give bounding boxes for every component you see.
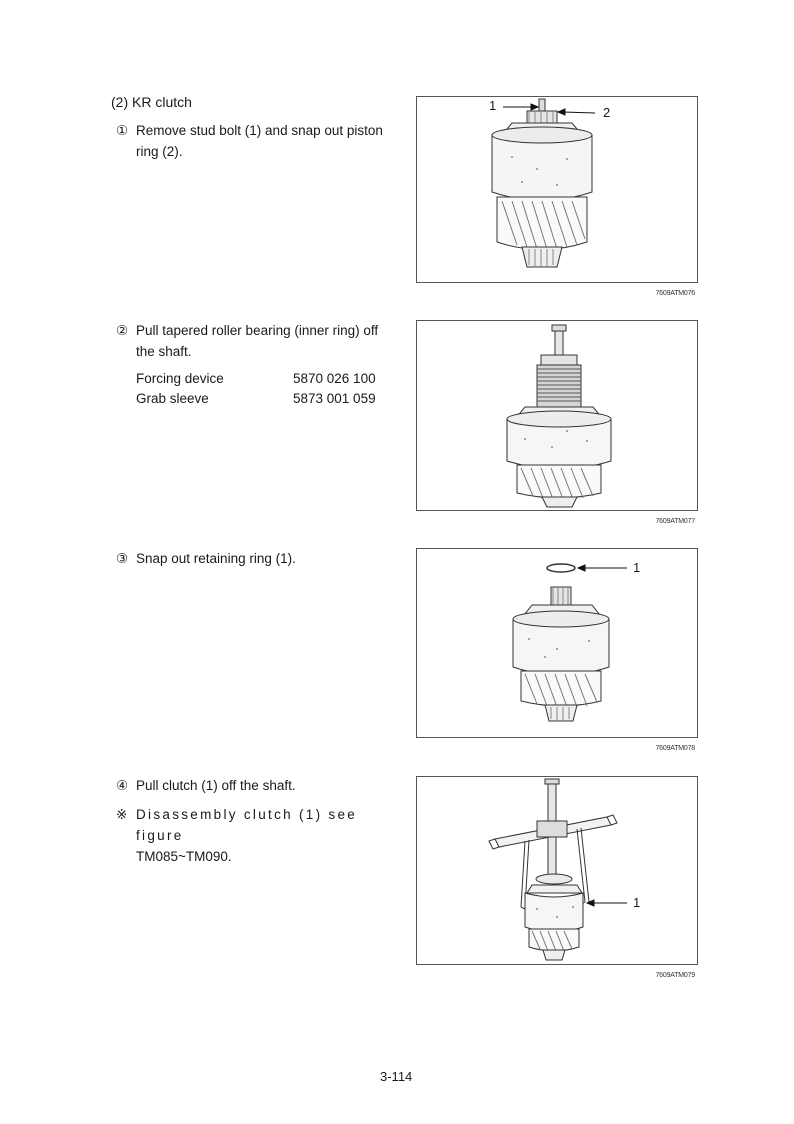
tool-list [136, 369, 396, 409]
callout-label: 2 [603, 105, 611, 120]
step-1-number: ① [116, 123, 129, 138]
tool-name: Forcing device [136, 371, 224, 386]
note-line-1: Disassembly clutch (1) see figure [136, 807, 358, 843]
step-4 [116, 775, 386, 796]
step-2 [116, 320, 386, 362]
step-2-number: ② [116, 323, 129, 338]
step-4-text: Pull clutch (1) off the shaft. [136, 778, 296, 793]
figure-code: 7609ATM076 [655, 290, 695, 297]
bearing-puller-illustration [417, 321, 697, 510]
step-3-number: ③ [116, 551, 129, 566]
callout-label: 1 [489, 98, 497, 113]
page-number: 3-114 [380, 1069, 413, 1084]
step-1-text: Remove stud bolt (1) and snap out piston ring (2). [136, 123, 383, 159]
section-heading: (2) KR clutch [111, 94, 192, 110]
reference-note [116, 804, 381, 867]
step-3 [116, 548, 386, 569]
figure-code: 7609ATM077 [655, 518, 695, 525]
callout-label: 1 [633, 560, 641, 575]
step-2-text: Pull tapered roller bearing (inner ring) off the shaft. [136, 323, 379, 359]
tool-name: Grab sleeve [136, 391, 209, 406]
figure-code: 7609ATM079 [655, 972, 695, 979]
callout-label: 1 [633, 895, 641, 910]
note-mark: ※ [116, 807, 128, 822]
note-line-2: TM085~TM090. [136, 849, 232, 864]
tool-part-number: 5870 026 100 [293, 371, 376, 386]
clutch-illustration [417, 97, 697, 282]
figure-code: 7609ATM078 [655, 745, 695, 752]
step-3-text: Snap out retaining ring (1). [136, 551, 296, 566]
step-4-number: ④ [116, 778, 129, 793]
tool-part-number: 5873 001 059 [293, 391, 376, 406]
clutch-puller-illustration [417, 777, 697, 964]
figure-3 [416, 548, 698, 752]
retaining-ring-illustration [417, 549, 697, 737]
tool-row [136, 369, 396, 389]
tool-row [136, 389, 396, 409]
figure-2 [416, 320, 698, 525]
step-1 [116, 120, 386, 162]
figure-1 [416, 96, 698, 297]
figure-4 [416, 776, 698, 979]
